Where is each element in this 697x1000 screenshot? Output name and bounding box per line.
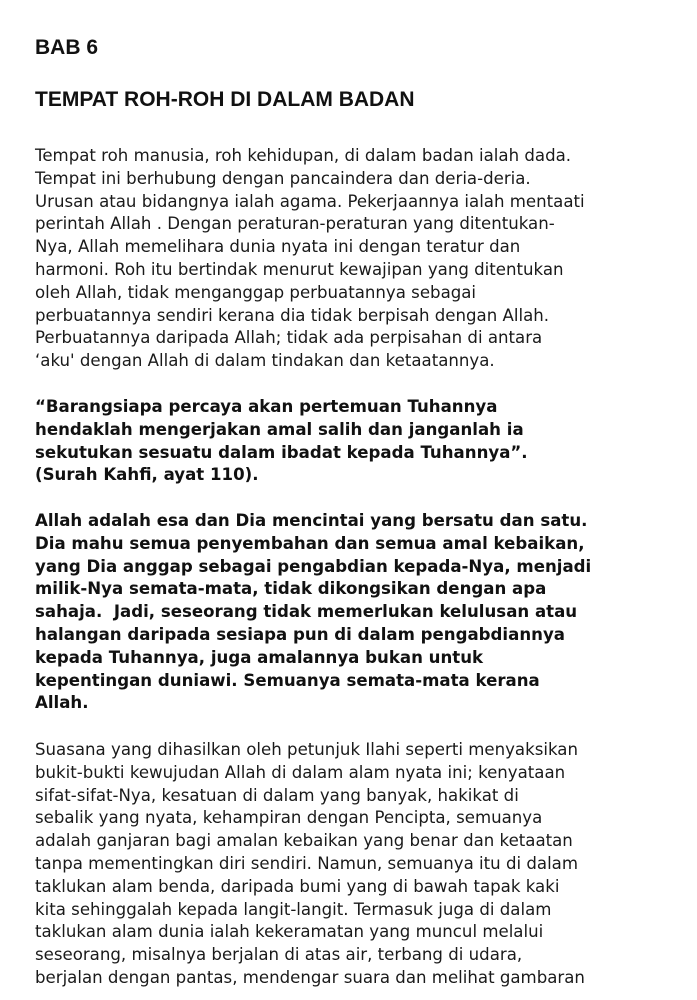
text-line: Urusan atau bidangnya ialah agama. Pekerjaannya ialah mentaati — [35, 191, 585, 211]
text-line: Tempat roh manusia, roh kehidupan, di dalam badan ialah dada. — [35, 146, 572, 165]
text-line: kepentingan duniawi. Semuanya semata-mata kerana — [35, 670, 540, 690]
text-line: Dia mahu semua penyembahan dan semua amal kebaikan, — [35, 533, 585, 553]
text-line: sekutukan sesuatu dalam ibadat kepada Tuhannya”. — [35, 442, 528, 462]
text-line: tanpa mementingkan diri sendiri. Namun, semuanya itu di dalam — [35, 853, 579, 873]
text-line: ‘aku' dengan Allah di dalam tindakan dan ketaatannya. — [35, 351, 495, 371]
text-line: Suasana yang dihasilkan oleh petunjuk Ilahi seperti menyaksikan — [35, 740, 578, 759]
text-line: adalah ganjaran bagi amalan kebaikan yang benar dan ketaatan — [35, 831, 573, 851]
text-line: oleh Allah, tidak menganggap perbuatannya sebagai — [35, 282, 477, 302]
paragraph-bold-emphasis — [35, 510, 685, 715]
text-line: kita sehinggalah kepada langit-langit. Termasuk juga di dalam — [35, 899, 552, 919]
text-line: Allah adalah esa dan Dia mencintai yang bersatu dan satu. — [35, 511, 588, 530]
text-line: Nya, Allah memelihara dunia nyata ini dengan teratur dan — [35, 237, 521, 257]
text-line: seseorang, misalnya berjalan di atas air, terbang di udara, — [35, 945, 523, 965]
text-line: halangan daripada sesiapa pun di dalam pengabdiannya — [35, 624, 565, 644]
text-line: Tempat ini berhubung dengan pancaindera dan deria-deria. — [35, 168, 531, 188]
text-line: sifat-sifat-Nya, kesatuan di dalam yang banyak, hakikat di — [35, 785, 519, 805]
text-line: bukit-bukti kewujudan Allah di dalam alam nyata ini; kenyataan — [35, 762, 566, 782]
text-line: “Barangsiapa percaya akan pertemuan Tuhannya — [35, 397, 498, 416]
text-line: kepada Tuhannya, juga amalannya bukan untuk — [35, 647, 484, 667]
text-line: berjalan dengan pantas, mendengar suara dan melihat gambaran — [35, 967, 585, 987]
text-line: yang Dia anggap sebagai pengabdian kepada-Nya, menjadi — [35, 556, 592, 576]
text-line: sebalik yang nyata, kehampiran dengan Pencipta, semuanya — [35, 808, 543, 828]
text-line: hendaklah mengerjakan amal salih dan janganlah ia — [35, 419, 524, 439]
quran-quote — [35, 396, 685, 487]
paragraph-body-1 — [35, 145, 685, 373]
text-line: taklukan alam dunia ialah kekeramatan yang muncul melalui — [35, 922, 544, 942]
text-line: sahaja. Jadi, seseorang tidak memerlukan kelulusan atau — [35, 602, 578, 622]
paragraph-body-2 — [35, 739, 685, 990]
text-line: harmoni. Roh itu bertindak menurut kewajipan yang ditentukan — [35, 259, 564, 279]
text-line: taklukan alam benda, daripada bumi yang di bawah tapak kaki — [35, 876, 560, 896]
text-line: Allah. — [35, 693, 89, 713]
quote-citation: (Surah Kahfi, ayat 110). — [35, 465, 259, 485]
text-line: milik-Nya semata-mata, tidak dikongsikan dengan apa — [35, 579, 547, 599]
text-line: perbuatannya sendiri kerana dia tidak berpisah dengan Allah. — [35, 305, 550, 325]
text-line: Perbuatannya daripada Allah; tidak ada perpisahan di antara — [35, 328, 543, 348]
chapter-title: TEMPAT ROH-ROH DI DALAM BADAN — [35, 88, 415, 111]
text-line: perintah Allah . Dengan peraturan-peraturan yang ditentukan- — [35, 214, 555, 234]
chapter-heading: BAB 6 — [35, 36, 99, 59]
